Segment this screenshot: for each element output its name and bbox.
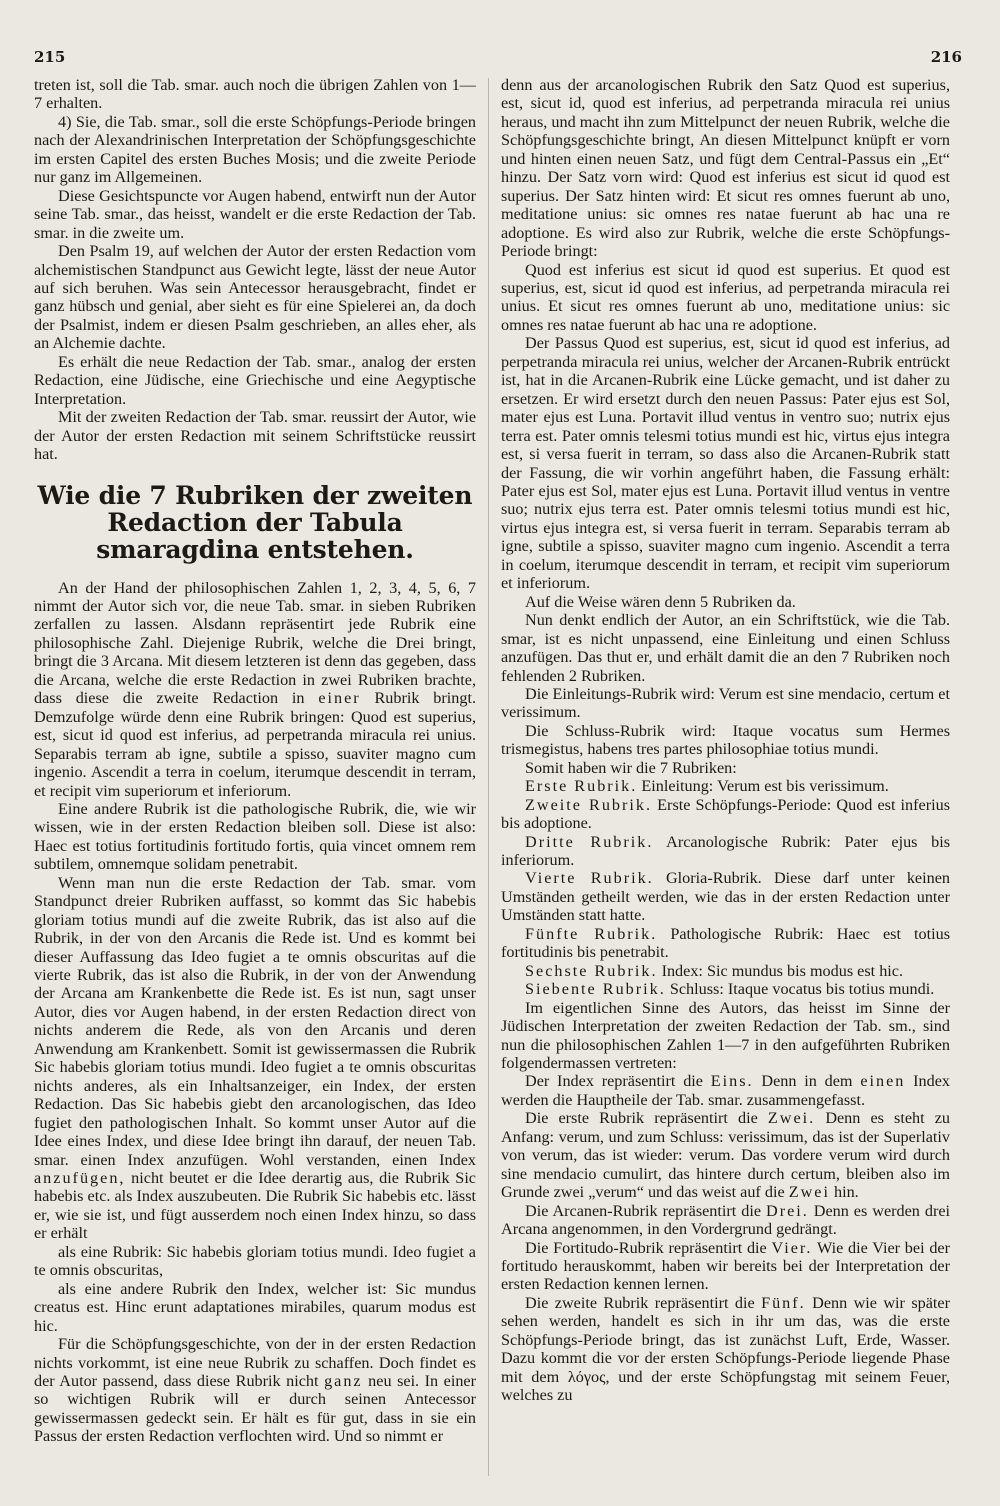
paragraph: Den Psalm 19, auf welchen der Autor der ersten Redaction vom alchemistischen Standpunct aus Gewicht legte, lässt der neue Autor auf sich beruhen. Was sein Antecessor herausgebracht, findet er ganz hübsch und genial, aber sieht es für eine Spielerei an, da doch der Psalmist, indem er diesen Psalm geschrieben, an alles eher, als an Alchemie dachte. bbox=[34, 242, 476, 353]
paragraph: Die Schluss-Rubrik wird: Itaque vocatus sum Hermes trismegistus, habens tres partes philosophiae totius mundi. bbox=[501, 721, 950, 759]
paragraph: Für die Schöpfungsgeschichte, von der in der ersten Redaction nichts vorkommt, ist eine neue Rubrik zu schaffen. Doch findet es der Autor passend, dass diese Rubrik nicht ganz neu sei. In einer so wichtigen Rubrik will er durch seinen Antecessor gewissermassen gedeckt sein. Er hält es für gut, dass in sie ein Passus der ersten Redaction verflochten wird. Und so nimmt er bbox=[34, 1335, 477, 1446]
section-heading: Wie die 7 Rubriken der zweiten Redaction der Tabula smaragdina entstehen. bbox=[37, 480, 473, 564]
rubric-entry: Fünfte Rubrik. Pathologische Rubrik: Haec est totius fortitudinis bis penetrabit. bbox=[501, 924, 950, 962]
quote-line: als eine Rubrik: Sic habebis gloriam totius mundi. Ideo fugiet a te omnis obscuritas, bbox=[34, 1242, 476, 1280]
page-number-left: 215 bbox=[34, 48, 66, 66]
paragraph: Im eigentlichen Sinne des Autors, das heisst im Sinne der Jüdischen Interpretation der zweiten Redaction der Tab. sm., sind nun die philosophischen Zahlen 1—7 in den aufgeführten Rubriken folgendermassen vertreten: bbox=[501, 998, 950, 1073]
paragraph: Mit der zweiten Redaction der Tab. smar. reussirt der Autor, wie der Autor der ersten Redaction mit seinem Schriftstücke reussirt hat. bbox=[34, 408, 476, 464]
paragraph: An der Hand der philosophischen Zahlen 1, 2, 3, 4, 5, 6, 7 nimmt der Autor sich vor, die neue Tab. smar. in sieben Rubriken zerfallen zu lassen. Alsdann repräsentirt jede Rubrik eine philosophische Zahl. Diejenige Rubrik, welche die Drei bringt, bringt die 3 Arcana. Mit diesem letzteren ist denn das gegeben, dass die Arcana, welche die erste Redaction in zwei Rubriken brachte, dass diese die zweite Redaction in einer Rubrik bringt. Demzufolge würde denn eine Rubrik bringen: Quod est superius, est, sicut id quod est inferius, ad perpetranda miracula rei unius. Separabis terram ab igne, subtile a spisso, suaviter magno cum ingenio. Ascendit a terra in coelum, iterumque descendit in terram, et recipit vim superiorum et inferiorum. bbox=[34, 578, 477, 800]
paragraph: treten ist, soll die Tab. smar. auch noch die übrigen Zahlen von 1—7 erhalten. bbox=[34, 76, 476, 113]
page-number-right: 216 bbox=[930, 48, 962, 66]
paragraph: Somit haben wir die 7 Rubriken: bbox=[525, 758, 737, 777]
paragraph: Der Index repräsentirt die Eins. Denn in dem einen Index werden die Hauptheile der Tab. smar. zusammengefasst. bbox=[501, 1072, 951, 1109]
paragraph: Der Passus Quod est superius, est, sicut id quod est inferius, ad perpetranda miracula rei unius, welcher der Arcanen-Rubrik entrückt ist, hat in die Arcanen-Rubrik eine Lücke gemacht, und ist daher zu ersetzen. Er wird ersetzt durch den neuen Passus: Pater ejus est Sol, mater ejus est Luna. Portavit illud ventus in ventro suo; nutrix ejus terra est. Pater omnis telesmi totius mundi est hic, virtus ejus integra est, si versa fuerit in terram, so dass also die Arcanen-Rubrik statt der Fassung, die wir vorhin angeführt haben, die Fassung erhält: Pater ejus est Sol, mater ejus est Luna. Portavit illud ventus in ventre suo; nutrix ejus terra est. Pater omnis telesmi totius mundi est hic, virtus ejus integra est, si versa fuerit in terram. Separabis terram ab igne, subtile a spisso, suaviter magno cum ingenio. Ascendit a terra in coelum, iterumque descendit in terram, et recipit vim superiorum et inferiorum. bbox=[501, 334, 950, 593]
paragraph: Auf die Weise wären denn 5 Rubriken da. bbox=[525, 592, 796, 611]
quote-block: Quod est inferius est sicut id quod est superius. Et quod est superius, est, sicut id quod est inferius, ad perpetranda miracula rei unius. Et sicut res omnes fuerunt ab uno, meditatione unius: sic omnes res natae fuerunt ab hac una re adoptione. bbox=[501, 260, 950, 334]
paragraph: Eine andere Rubrik ist die pathologische Rubrik, die, wie wir wissen, wie in der ersten Redaction bleiben soll. Diese ist also: Haec est totius fortitudinis fortitudo fortis, quia vincet omnem rem subtilem, omnemque solidam penetrabit. bbox=[34, 799, 476, 874]
rubric-entry: Dritte Rubrik. Arcanologische Rubrik: Pater ejus bis inferiorum. bbox=[501, 832, 950, 870]
paragraph: Nun denkt endlich der Autor, an ein Schriftstück, wie die Tab. smar, ist es nicht unpassend, eine Einleitung und einen Schluss anzufügen. Das thut er, und erhält damit die an den 7 Rubriken noch fehlenden 2 Rubriken. bbox=[501, 611, 950, 685]
rubric-entry: Siebente Rubrik. Schluss: Itaque vocatus bis totius mundi. bbox=[525, 980, 935, 999]
rubric-entry: Sechste Rubrik. Index: Sic mundus bis modus est hic. bbox=[525, 961, 904, 980]
quote-line: als eine andere Rubrik den Index, welcher ist: Sic mundus creatus est. Hinc erunt adaptationes mirabiles, quarum modus est hic. bbox=[34, 1279, 476, 1335]
paragraph: Die zweite Rubrik repräsentirt die Fünf. Denn wie wir später sehen werden, handelt es sich in ihr um das, was die erste Schöpfungs-Periode bringt, das ist zunächst Luft, Erde, Wasser. Dazu kommt die vor der ersten Schöpfungs-Periode liegende Phase mit dem λόγος, und der erste Schöpfungstag mit seinem Feuer, welches zu bbox=[501, 1293, 950, 1405]
paragraph: Die Fortitudo-Rubrik repräsentirt die Vier. Wie die Vier bei der fortitudo herauskommt, haben wir bereits bei der Interpretation der ersten Redaction kennen lernen. bbox=[501, 1238, 950, 1294]
rubric-entry: Zweite Rubrik. Erste Schöpfungs-Periode: Quod est inferius bis adoptione. bbox=[501, 795, 951, 833]
paragraph: Die erste Rubrik repräsentirt die Zwei. Denn es steht zu Anfang: verum, und zum Schluss: verissimum, das ist der Superlativ von verum, das ist wieder: verum. Das vordere verum wird durch sine mendacio cumulirt, das hintere durch certum, bleiben also im Grunde zwei „verum“ und das weist auf die Zwei hin. bbox=[501, 1109, 951, 1202]
paragraph: Wenn man nun die erste Redaction der Tab. smar. vom Standpunct dreier Rubriken auffasst, so kommt das Sic habebis gloriam totius mundi auf die zweite Rubrik, das ist also auf die Rubrik, in der von den Arcanis die Rede ist. Und es kommt bei dieser Auffassung das Ideo fugiet a te omnis obscuritas auf die vierte Rubrik, das ist also die Rubrik, in der von der Anwendung der Arcana am Krankenbette die Rede ist. Es ist nun, sagt unser Autor, dies vor Augen habend, in der ersten Redaction direct von nichts anderem die Rede, als von den Arcanis und deren Anwendung am Krankenbett. Somit ist gewissermassen die Rubrik Sic habebis gloriam totius mundi. Ideo fugiet a te omnis obscuritas nichts anderes, als ein Inhaltsanzeiger, ein Index, der ersten Redaction. Das Sic habebis giebt den arcanologischen, das Ideo fugiet den pathologischen Inhalt. So kommt unser Autor auf die Idee eines Index, und diese Idee bringt ihn darauf, der neuen Tab. smar. einen Index anzufügen. Wohl verstanden, einen Index anzufügen, nicht beutet er die Idee derartig aus, die Rubrik Sic habebis etc. als Index auszubeuten. Die Rubrik Sic habebis etc. lässt er, wie sie ist, und fügt ausserdem noch einen Index hinzu, so dass er erhält bbox=[34, 873, 476, 1243]
paragraph: 4) Sie, die Tab. smar., soll die erste Schöpfungs-Periode bringen nach der Alexandrinischen Interpretation der Schöpfungsgeschichte im ersten Capitel des ersten Buches Mosis; und die zweite Periode nur ganz im Allgemeinen. bbox=[34, 112, 476, 187]
paragraph: Die Arcanen-Rubrik repräsentirt die Drei. Denn es werden drei Arcana angenommen, in den Vordergrund gedrängt. bbox=[501, 1201, 951, 1239]
right-column bbox=[501, 76, 950, 1405]
rubric-entry: Vierte Rubrik. Gloria-Rubrik. Diese darf unter keinen Umständen getheilt werden, wie das in der ersten Redaction unter Umständen statt hatte. bbox=[501, 869, 950, 925]
paragraph: Diese Gesichtspuncte vor Augen habend, entwirft nun der Autor seine Tab. smar., das heisst, wandelt er die erste Redaction der Tab. smar. in die zweite um. bbox=[34, 186, 476, 242]
paragraph: denn aus der arcanologischen Rubrik den Satz Quod est superius, est, sicut id, quod est inferius, ad perpetranda miracula rei unius heraus, und macht ihn zum Mittelpunct der neuen Rubrik, welche die Schöpfungsgeschichte bringt, An diesen Mittelpunct knüpft er vorn und hinten einen neuen Satz, und fügt dem Central-Passus ein „Et“ hinzu. Der Satz vorn wird: Quod est inferius est sicut id quod est superius. Der Satz hinten wird: Et sicut res omnes fuerunt ab uno, meditatione unius: sic omnes res natae fuerunt ab hac una re adoptione. Es wird also zur Rubrik, welche die erste Schöpfungs-Periode bringt: bbox=[501, 76, 950, 261]
paragraph: Die Einleitungs-Rubrik wird: Verum est sine mendacio, certum et verissimum. bbox=[501, 684, 950, 722]
column-divider bbox=[488, 78, 489, 1476]
paragraph: Es erhält die neue Redaction der Tab. smar., analog der ersten Redaction, eine Jüdische, eine Griechische und eine Aegyptische Interpretation. bbox=[34, 352, 476, 408]
left-column bbox=[34, 76, 476, 1446]
rubric-entry: Erste Rubrik. Einleitung: Verum est bis verissimum. bbox=[525, 777, 889, 796]
